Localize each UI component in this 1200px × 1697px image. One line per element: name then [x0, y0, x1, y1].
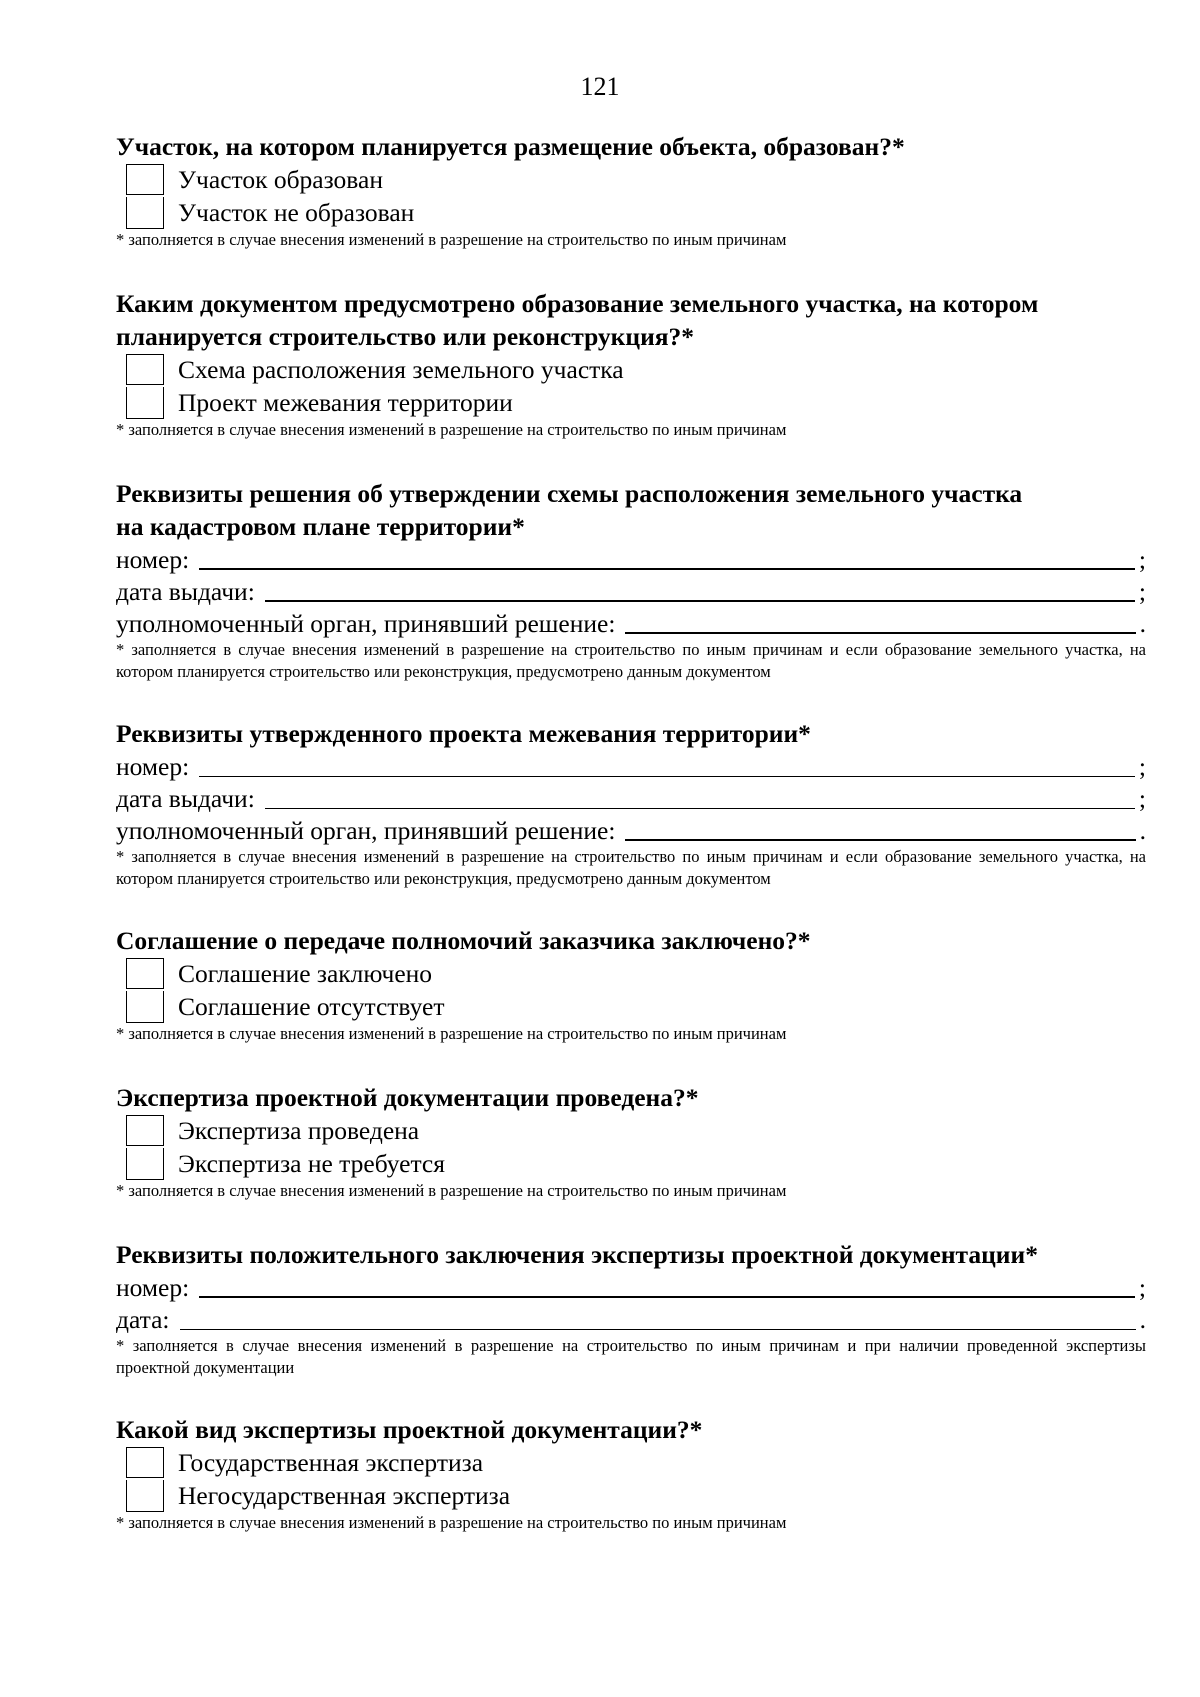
footnote: * заполняется в случае внесения изменений в разрешение на строительство по иным причинам и если образование земельного участка, на котором планируется строительство или реконструкция, предусмотрено данным документом — [116, 640, 1146, 681]
section-heading-line: Реквизиты решения об утверждении схемы расположения земельного участка — [116, 479, 1023, 508]
option-row[interactable] — [116, 353, 1146, 386]
section-expertise-done — [116, 1081, 1146, 1202]
field-end: ; — [1138, 577, 1146, 606]
footnote: * заполняется в случае внесения изменений в разрешение на строительство по иным причинам — [116, 1024, 787, 1043]
option-label: Участок не образован — [178, 198, 415, 227]
field-input-line[interactable] — [265, 807, 1135, 809]
checkbox[interactable] — [126, 991, 164, 1023]
field-end: ; — [1138, 1273, 1146, 1302]
field-input-line[interactable] — [199, 567, 1135, 570]
section-scheme-decision — [116, 477, 1146, 683]
option-label: Экспертиза проведена — [178, 1116, 420, 1145]
section-expertise-conclusion — [116, 1238, 1146, 1379]
option-row[interactable] — [116, 1479, 1146, 1512]
section-heading-line: на кадастровом плане территории* — [116, 512, 525, 541]
field-input-line[interactable] — [199, 1295, 1135, 1298]
option-row[interactable] — [116, 1446, 1146, 1479]
footnote: * заполняется в случае внесения изменений в разрешение на строительство по иным причинам — [116, 1181, 787, 1200]
option-row[interactable] — [116, 1147, 1146, 1180]
field-input-line[interactable] — [199, 775, 1135, 777]
field-label: номер: — [116, 545, 190, 574]
option-label: Государственная экспертиза — [178, 1448, 484, 1477]
option-row[interactable] — [116, 990, 1146, 1023]
section-heading: Участок, на котором планируется размещение объекта, образован?* — [116, 132, 905, 161]
section-heading: Реквизиты положительного заключения экспертизы проектной документации* — [116, 1240, 1038, 1269]
form-content — [116, 130, 1146, 1534]
checkbox[interactable] — [126, 1148, 164, 1180]
field-input-line[interactable] — [180, 1328, 1136, 1330]
field-label: номер: — [116, 752, 190, 781]
page-number: 121 — [580, 72, 620, 101]
field-label: дата выдачи: — [116, 577, 255, 606]
option-label: Участок образован — [178, 165, 383, 194]
field-issue-date[interactable] — [116, 575, 1146, 607]
field-end: . — [1139, 816, 1146, 845]
option-label: Соглашение заключено — [178, 959, 433, 988]
field-date[interactable] — [116, 1303, 1146, 1335]
field-label: уполномоченный орган, принявший решение: — [116, 609, 616, 638]
section-heading: Соглашение о передаче полномочий заказчика заключено?* — [116, 926, 811, 955]
footnote: * заполняется в случае внесения изменений в разрешение на строительство по иным причинам — [116, 230, 787, 249]
field-end: . — [1139, 609, 1146, 638]
checkbox[interactable] — [126, 958, 164, 989]
field-number[interactable] — [116, 1271, 1146, 1303]
field-issue-date[interactable] — [116, 782, 1146, 814]
section-formation-document — [116, 287, 1146, 441]
checkbox[interactable] — [126, 1115, 164, 1146]
field-number[interactable] — [116, 750, 1146, 782]
field-authority[interactable] — [116, 607, 1146, 639]
footnote: * заполняется в случае внесения изменений в разрешение на строительство по иным причинам и при наличии проведенной экспертизы проектной документации — [116, 1336, 1146, 1377]
field-label: номер: — [116, 1273, 190, 1302]
field-input-line[interactable] — [265, 599, 1135, 602]
field-end: ; — [1138, 784, 1146, 813]
field-input-line[interactable] — [625, 838, 1135, 841]
field-label: уполномоченный орган, принявший решение: — [116, 816, 616, 845]
checkbox[interactable] — [126, 197, 164, 229]
option-label: Проект межевания территории — [178, 388, 513, 417]
field-end: ; — [1138, 545, 1146, 574]
option-row[interactable] — [116, 957, 1146, 990]
section-plot-formed — [116, 130, 1146, 251]
field-label: дата выдачи: — [116, 784, 255, 813]
section-customer-agreement — [116, 924, 1146, 1045]
section-heading: Реквизиты утвержденного проекта межевания территории* — [116, 719, 811, 748]
option-row[interactable] — [116, 1114, 1146, 1147]
option-label: Схема расположения земельного участка — [178, 355, 624, 384]
option-row[interactable] — [116, 196, 1146, 229]
footnote: * заполняется в случае внесения изменений в разрешение на строительство по иным причинам — [116, 1513, 787, 1532]
field-label: дата: — [116, 1305, 170, 1334]
option-row[interactable] — [116, 386, 1146, 419]
section-heading-line: Каким документом предусмотрено образование земельного участка, на котором — [116, 289, 1039, 318]
footnote: * заполняется в случае внесения изменений в разрешение на строительство по иным причинам и если образование земельного участка, на котором планируется строительство или реконструкция, предусмотрено данным документом — [116, 847, 1146, 888]
field-end: . — [1139, 1305, 1146, 1334]
footnote: * заполняется в случае внесения изменений в разрешение на строительство по иным причинам — [116, 420, 787, 439]
section-heading: Какой вид экспертизы проектной документации?* — [116, 1415, 703, 1444]
checkbox[interactable] — [126, 354, 164, 385]
option-row[interactable] — [116, 163, 1146, 196]
checkbox[interactable] — [126, 164, 164, 195]
checkbox[interactable] — [126, 387, 164, 419]
field-end: ; — [1138, 752, 1146, 781]
option-label: Соглашение отсутствует — [178, 992, 445, 1021]
section-expertise-type — [116, 1413, 1146, 1534]
checkbox[interactable] — [126, 1447, 164, 1478]
section-survey-project — [116, 717, 1146, 890]
checkbox[interactable] — [126, 1480, 164, 1512]
option-label: Негосударственная экспертиза — [178, 1481, 511, 1510]
field-number[interactable] — [116, 543, 1146, 575]
field-input-line[interactable] — [625, 631, 1135, 634]
option-label: Экспертиза не требуется — [178, 1149, 445, 1178]
section-heading: Экспертиза проектной документации проведена?* — [116, 1083, 699, 1112]
field-authority[interactable] — [116, 814, 1146, 846]
section-heading-line: планируется строительство или реконструкция?* — [116, 322, 695, 351]
